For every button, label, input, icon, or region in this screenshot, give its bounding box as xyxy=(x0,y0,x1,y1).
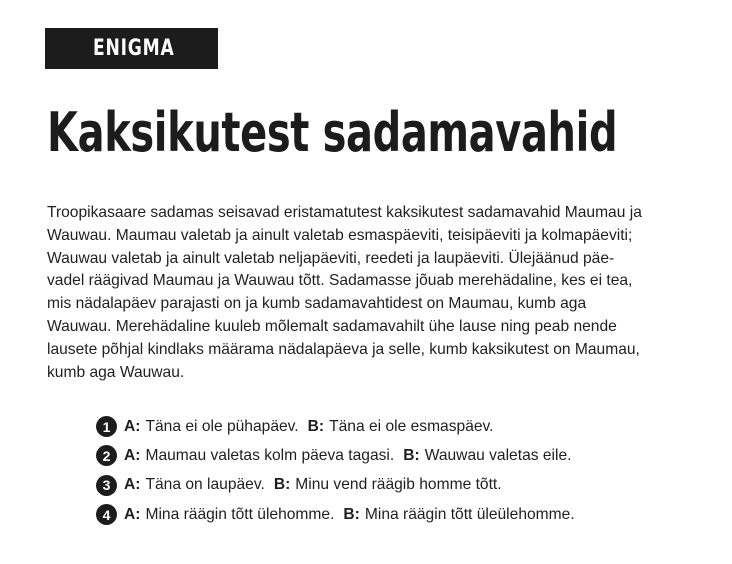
speaker-a-label: A: xyxy=(124,446,141,464)
statement-number-badge: 1 xyxy=(96,416,117,437)
speaker-a-text: Maumau valetas kolm päeva tagasi. xyxy=(145,446,395,464)
speaker-a-text: Täna ei ole pühapäev. xyxy=(145,417,299,435)
statement-item xyxy=(96,412,575,441)
section-badge xyxy=(45,28,218,69)
speaker-b-text: Wauwau valetas eile. xyxy=(424,446,572,464)
speaker-b-label: B: xyxy=(403,446,420,464)
speaker-b-label: B: xyxy=(273,476,291,494)
intro-line: mis nädalapäev parajasti on ja kumb sadamavahtidest on Maumau, kumb aga xyxy=(47,295,587,313)
section-badge-label: ENIGMA xyxy=(93,36,175,61)
statement-item xyxy=(96,441,575,470)
statement-item xyxy=(96,471,575,500)
speaker-a-label: A: xyxy=(124,505,141,523)
statement-item xyxy=(96,500,575,529)
article-title: Kaksikutest sadamavahid xyxy=(47,101,618,164)
intro-line: vadel räägivad Maumau ja Wauwau tõtt. Sadamasse jõuab merehädaline, kes ei tea, xyxy=(47,272,633,290)
speaker-b-label: B: xyxy=(307,417,325,435)
speaker-a-label: A: xyxy=(124,476,141,494)
intro-line: Wauwau. Maumau valetab ja ainult valetab esmaspäeviti, teisipäeviti ja kolmapäeviti; xyxy=(47,226,633,244)
statement-number-badge: 2 xyxy=(96,445,117,466)
intro-line: kumb aga Wauwau. xyxy=(47,363,185,381)
speaker-b-label: B: xyxy=(343,505,360,523)
speaker-b-text: Täna ei ole esmaspäev. xyxy=(329,417,494,435)
statement-number-badge: 3 xyxy=(96,475,117,496)
speaker-b-text: Mina räägin tõtt üleülehomme. xyxy=(364,505,575,523)
speaker-b-text: Minu vend räägib homme tõtt. xyxy=(295,476,502,494)
intro-line: Wauwau. Merehädaline kuuleb mõlemalt sadamavahilt ühe lause ning peab nende xyxy=(47,317,617,335)
intro-line: Troopikasaare sadamas seisavad eristamatutest kaksikutest sadamavahid Maumau ja xyxy=(47,204,642,221)
speaker-a-label: A: xyxy=(124,417,141,435)
statement-number-badge: 4 xyxy=(96,504,117,525)
statement-list xyxy=(96,412,575,529)
speaker-a-text: Täna on laupäev. xyxy=(145,476,265,494)
intro-line: Wauwau valetab ja ainult valetab neljapäeviti, reedeti ja laupäeviti. Ülejäänud päe- xyxy=(47,249,615,267)
intro-paragraph xyxy=(47,202,697,384)
intro-line: lausete põhjal kindlaks määrama nädalapäeva ja selle, kumb kaksikutest on Maumau, xyxy=(47,340,640,358)
speaker-a-text: Mina räägin tõtt ülehomme. xyxy=(145,505,335,523)
